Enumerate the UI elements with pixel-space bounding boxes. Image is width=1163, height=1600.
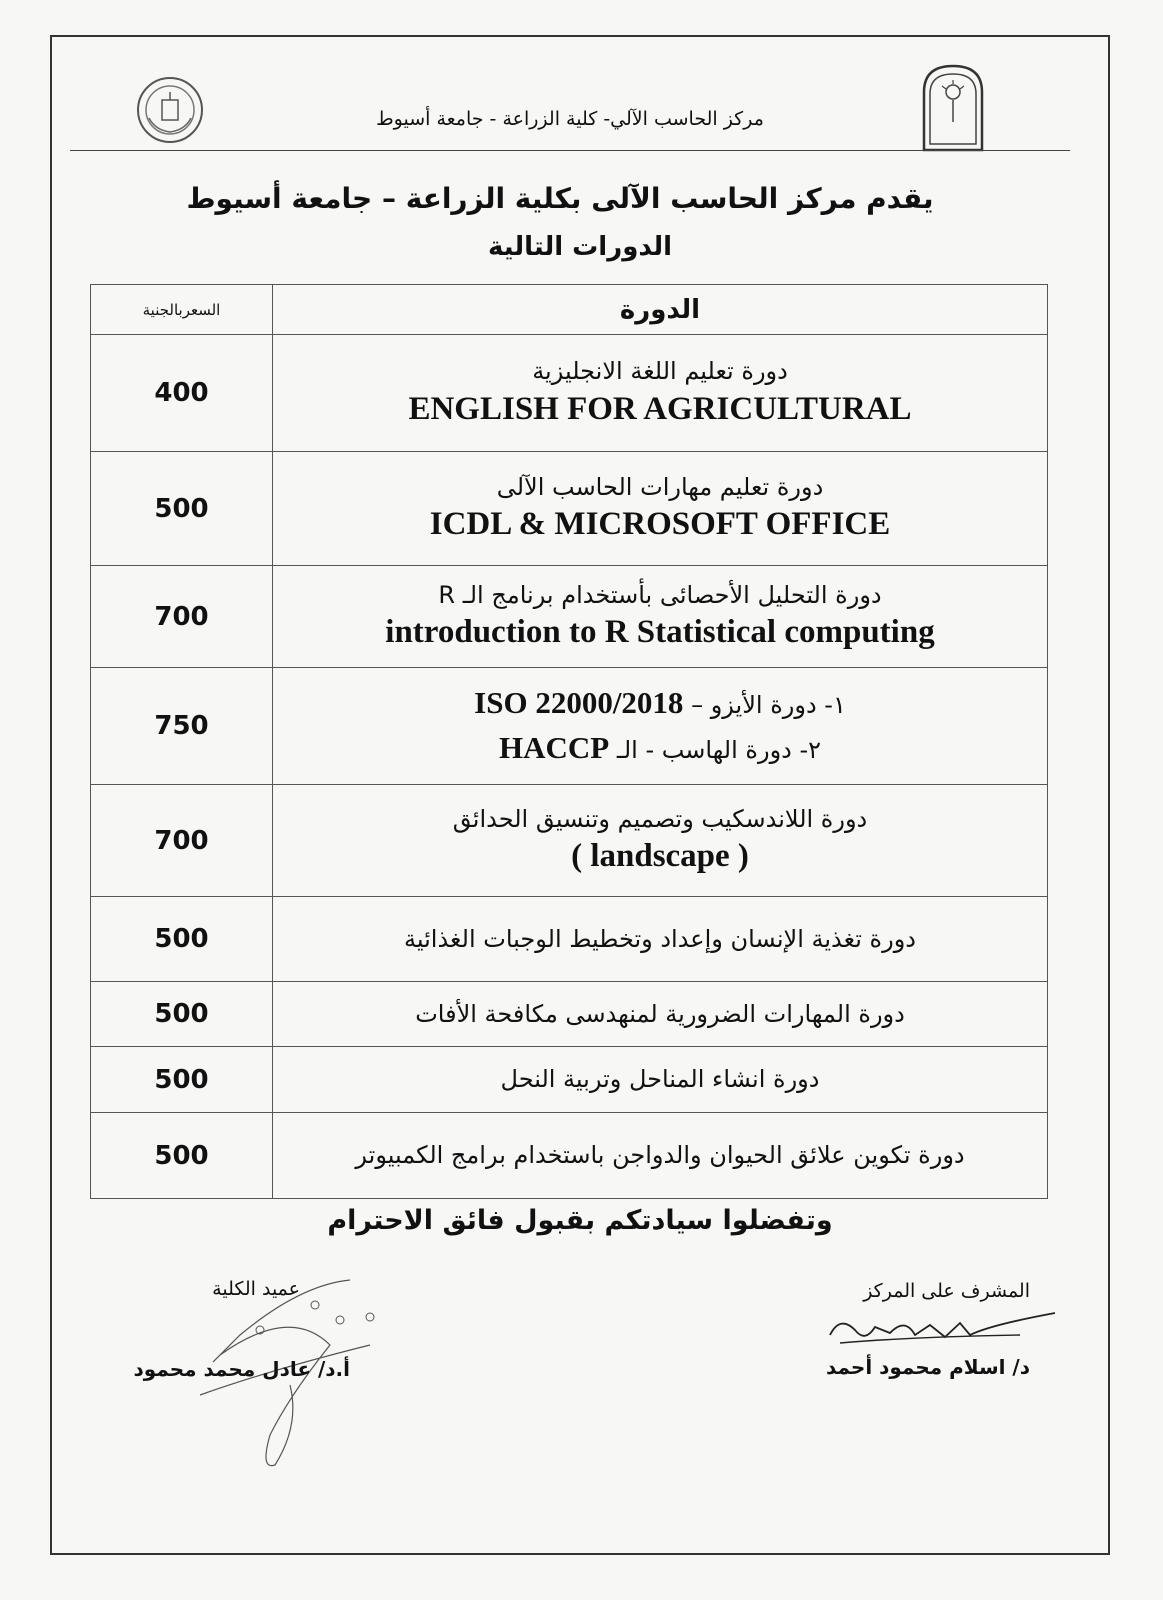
header-divider [70, 150, 1070, 151]
table-row [91, 1113, 1048, 1199]
supervisor-name: د/ اسلام محمود أحمد [825, 1355, 1030, 1379]
course-name-arabic: دورة اللاندسكيب وتصميم وتنسيق الحدائق [452, 804, 868, 833]
table-header-row [91, 285, 1048, 335]
course-cell [273, 452, 1048, 566]
course-name-arabic: دورة تكوين علائق الحيوان والدواجن باستخدام برامج الكمبيوتر [355, 1141, 965, 1170]
course-price: 500 [91, 982, 273, 1047]
courses-table [90, 284, 1048, 1199]
course-price: 700 [91, 785, 273, 897]
course-name-arabic: دورة انشاء المناحل وتربية النحل [500, 1065, 820, 1094]
table-row [91, 982, 1048, 1047]
course-cell [273, 566, 1048, 668]
price-column-header: السعربالجنية [91, 285, 273, 335]
dean-name: أ.د/ عادل محمد محمود [133, 1357, 350, 1381]
course-price: 750 [91, 668, 273, 785]
dean-title: عميد الكلية [212, 1278, 300, 1300]
course-cell [273, 982, 1048, 1047]
university-emblem-logo [918, 62, 988, 152]
page-subtitle: الدورات التالية [487, 232, 673, 262]
header-center-text: مركز الحاسب الآلي- كلية الزراعة - جامعة أسيوط [376, 108, 764, 130]
course-name-english: ( landscape ) [571, 838, 749, 875]
course-cell [273, 785, 1048, 897]
course-cell [273, 668, 1048, 785]
table-row [91, 566, 1048, 668]
course-price: 700 [91, 566, 273, 668]
page-title: يقدم مركز الحاسب الآلى بكلية الزراعة – جامعة أسيوط [186, 182, 934, 215]
course-name-english: HACCP [498, 730, 610, 765]
course-price: 500 [91, 1113, 273, 1199]
course-name-arabic: دورة التحليل الأحصائى بأستخدام برنامج الـ R [438, 580, 882, 609]
course-name-arabic: ٢- دورة الهاسب - الـ [616, 736, 822, 764]
table-row [91, 668, 1048, 785]
supervisor-title: المشرف على المركز [863, 1280, 1030, 1302]
course-price: 500 [91, 1047, 273, 1113]
course-name-english: ISO 22000/2018 [474, 685, 684, 721]
course-name-arabic: دورة المهارات الضرورية لمنهدسى مكافحة الأفات [415, 999, 905, 1028]
closing-statement: وتفضلوا سيادتكم بقبول فائق الاحترام [327, 1205, 833, 1236]
table-row [91, 335, 1048, 452]
course-price: 500 [91, 452, 273, 566]
course-cell [273, 897, 1048, 982]
course-name-arabic: ١- دورة الأيزو – [691, 691, 846, 720]
table-row [91, 1047, 1048, 1113]
table-row [91, 785, 1048, 897]
course-cell [273, 1113, 1048, 1199]
table-row [91, 897, 1048, 982]
course-cell [273, 335, 1048, 452]
course-column-header: الدورة [273, 285, 1048, 335]
course-line-iso [273, 681, 1047, 726]
table-row [91, 452, 1048, 566]
course-name-arabic: دورة تعليم مهارات الحاسب الآلى [496, 472, 824, 501]
course-name-english: ENGLISH FOR AGRICULTURAL [408, 390, 912, 427]
course-name-arabic: دورة تعليم اللغة الانجليزية [532, 357, 788, 386]
course-price: 400 [91, 335, 273, 452]
course-name-english: ICDL & MICROSOFT OFFICE [429, 506, 891, 543]
course-name-english: introduction to R Statistical computing [385, 614, 935, 651]
course-cell [273, 1047, 1048, 1113]
course-name-arabic: دورة تغذية الإنسان وإعداد وتخطيط الوجبات الغذائية [404, 924, 916, 953]
faculty-seal-logo [135, 70, 205, 150]
course-price: 500 [91, 897, 273, 982]
course-line-haccp [273, 726, 1047, 771]
supervisor-signature [820, 1305, 1060, 1355]
